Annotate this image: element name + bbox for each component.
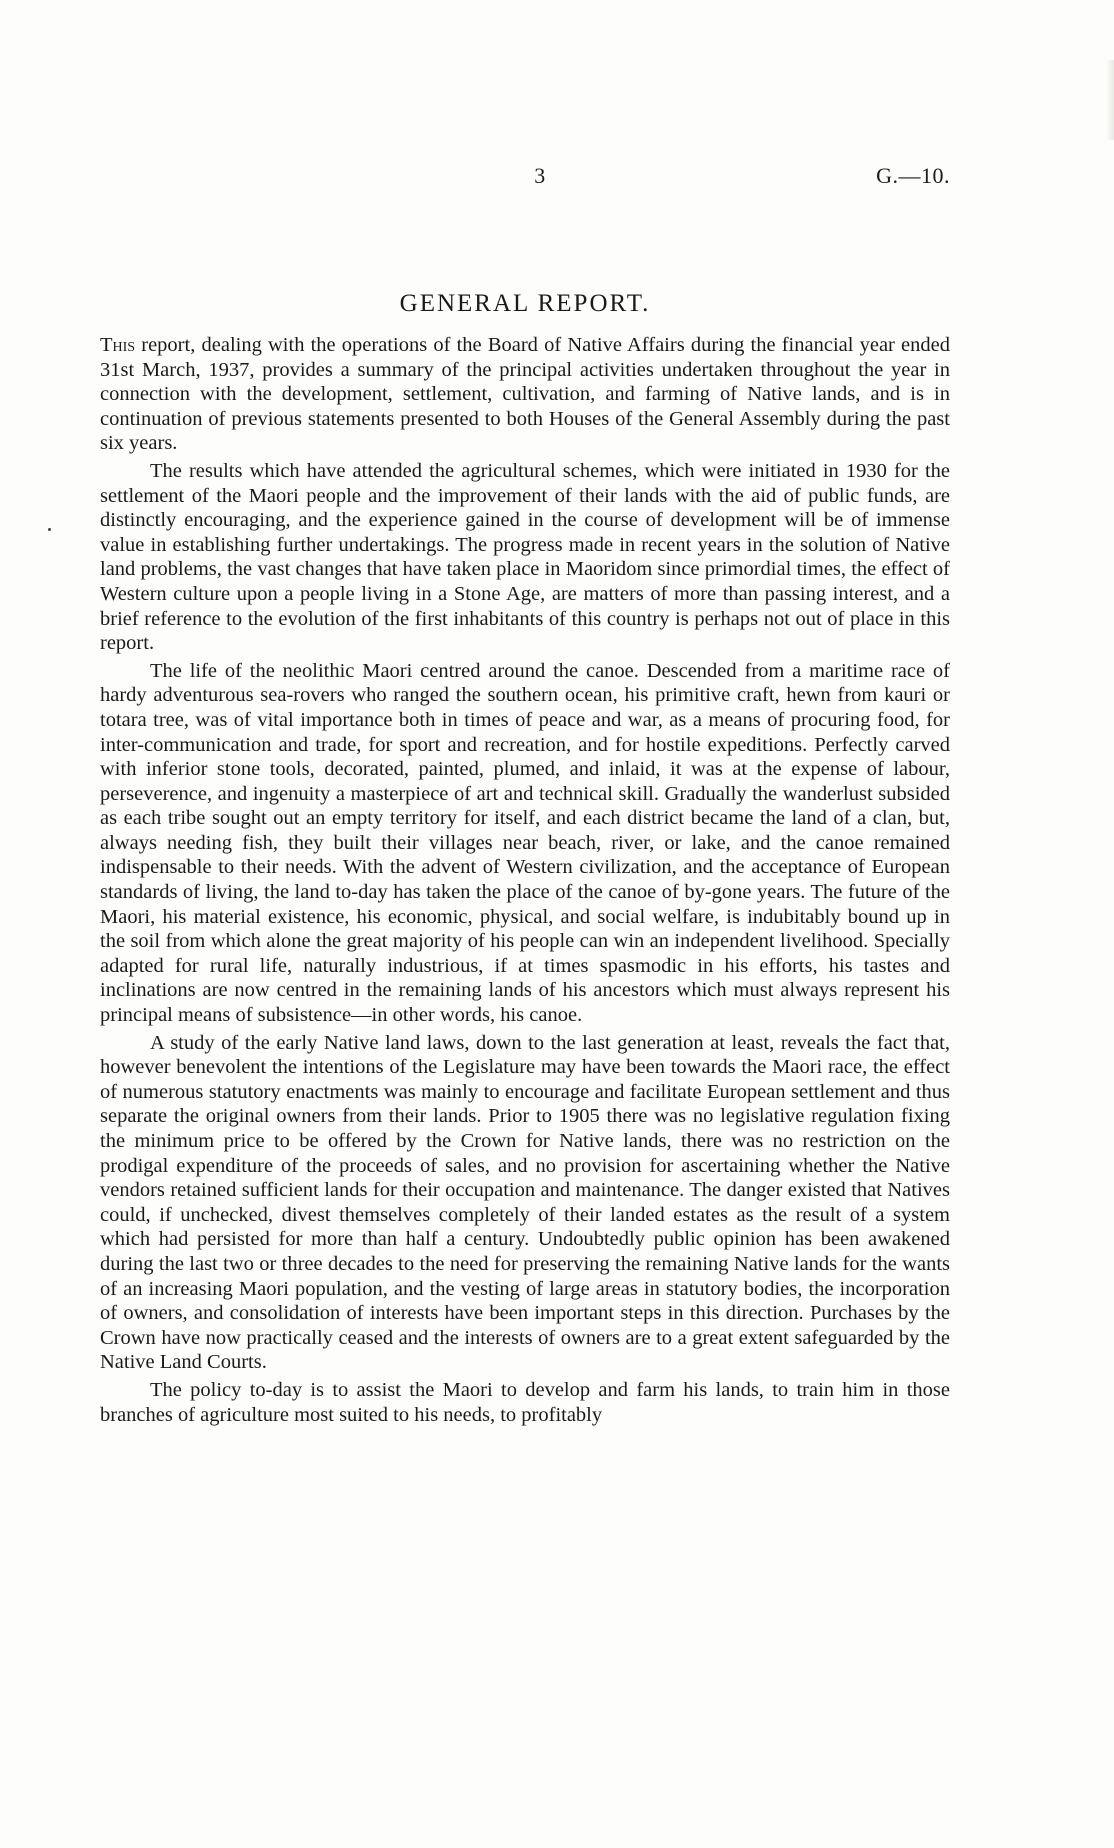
paragraph-2: The results which have attended the agricultural schemes, which were initiated in 1930 for the settlement of the Maori people and the improvement of their lands with the aid of public funds, are distinctly encouraging, and the experience gained in the course of development will be of immense value in establishing further undertakings. The progress made in recent years in the solution of Native land problems, the vast changes that have taken place in Maoridom since primordial times, the effect of Western culture upon a people living in a Stone Age, are matters of more than passing interest, and a brief reference to the evolution of the first inhabitants of this country is perhaps not out of place in this report.	[100, 459, 950, 655]
paragraph-lead-word: This	[100, 334, 136, 356]
paragraph-1	[100, 333, 950, 456]
paragraph-4: A study of the early Native land laws, down to the last generation at least, reveals the fact that, however benevolent the intentions of the Legislature may have been towards the Maori race, the effect of numerous statutory enactments was mainly to encourage and facilitate European settlement and thus separate the original owners from their lands. Prior to 1905 there was no legislative regulation fixing the minimum price to be offered by the Crown for Native lands, there was no restriction on the prodigal expenditure of the proceeds of sales, and no provision for ascertaining whether the Native vendors retained sufficient lands for their occupation and maintenance. The danger existed that Natives could, if unchecked, divest themselves completely of their landed estates as the result of a system which had persisted for more than half a century. Undoubtedly public opinion has been awakened during the last two or three decades to the need for preserving the remaining Native lands for the wants of an increasing Maori population, and the vesting of large areas in statutory bodies, the incorporation of owners, and consolidation of interests have been important steps in this direction. Purchases by the Crown have now practically ceased and the interests of owners are to a great extent safeguarded by the Native Land Courts.	[100, 1031, 950, 1374]
paragraph-text: report, dealing with the operations of the Board of Native Affairs during the financial year ended 31st March, 1937, provides a summary of the principal activities undertaken throughout the year in connection with the development, settlement, cultivation, and farming of Native lands, and is in continuation of previous statements presented to both Houses of the General Assembly during the past six years.	[100, 334, 950, 455]
report-body	[100, 333, 950, 1430]
paragraph-3: The life of the neolithic Maori centred around the canoe. Descended from a maritime race of hardy adventurous sea-rovers who ranged the southern ocean, his primitive craft, hewn from kauri or totara tree, was of vital importance both in times of peace and war, as a means of procuring food, for inter-communication and trade, for sport and recreation, and for hostile expeditions. Perfectly carved with inferior stone tools, decorated, painted, plumed, and inlaid, it was at the expense of labour, perseverence, and ingenuity a masterpiece of art and technical skill. Gradually the wanderlust subsided as each tribe sought out an empty territory for itself, and each district became the land of a clan, but, always needing fish, they built their villages near beach, river, or lake, and the canoe remained indispensable to their needs. With the advent of Western civilization, and the acceptance of European standards of living, the land to-day has taken the place of the canoe of by-gone years. The future of the Maori, his material existence, his economic, physical, and social welfare, is indubitably bound up in the soil from which alone the great majority of his people can win an independent livelihood. Specially adapted for rural life, naturally industrious, if at times spasmodic in his efforts, his tastes and inclinations are now centred in the remaining lands of his ancestors which must always represent his principal means of subsistence—in other words, his canoe.	[100, 659, 950, 1027]
margin-speck	[48, 528, 51, 531]
paragraph-5: The policy to-day is to assist the Maori to develop and farm his lands, to train him in those branches of agriculture most suited to his needs, to profitably	[100, 1378, 950, 1426]
scan-edge-shadow	[1106, 60, 1114, 140]
document-reference: G.—10.	[876, 163, 950, 188]
report-title: GENERAL REPORT.	[399, 290, 651, 317]
page-number: 3	[534, 163, 546, 188]
